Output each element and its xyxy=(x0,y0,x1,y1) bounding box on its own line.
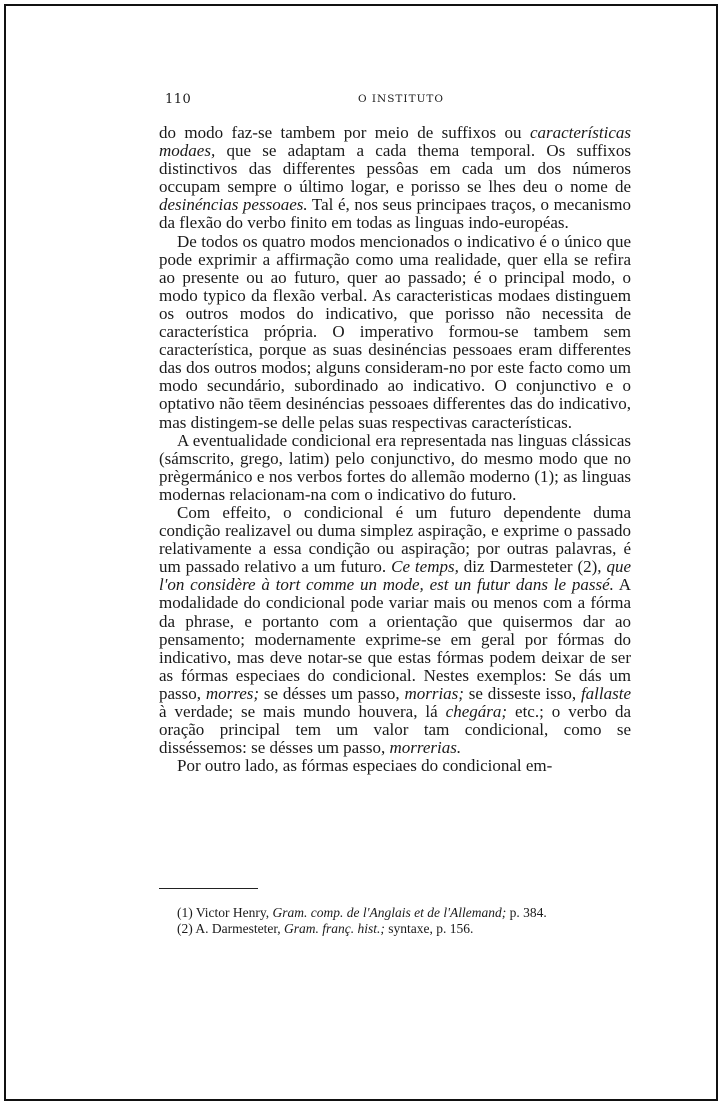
running-header xyxy=(165,92,637,112)
running-title: O INSTITUTO xyxy=(357,93,445,105)
paragraph xyxy=(159,757,631,775)
paragraph xyxy=(159,233,631,432)
footnote xyxy=(177,921,631,937)
text-run: De todos os quatro modos mencionados o indicativo é o único que pode exprimir a affirmação como uma realidade, quer ella se refira ao presente ou ao futuro, quer ao passado; é o principal modo, o modo typico da flexão verbal. As caracteristicas modaes distinguem os outros modos do indicativo, que porisso não necessita de característica própria. O imperativo formou-se tambem sem característica, porque as suas desinéncias pessoaes eram differentes das dos outros modos; alguns consideram-no por este facto como um modo secundário, subordinado ao indicativo. O conjunctivo e o optativo não tēem desinéncias pessoaes differentes das do indicativo, mas distingem-se delle pelas suas respectivas características. xyxy=(159,231,631,432)
text-run: syntaxe, p. 156. xyxy=(384,921,474,936)
italic-text: morres; xyxy=(205,683,260,703)
italic-text: morrias; xyxy=(404,683,464,703)
paragraph xyxy=(159,504,631,757)
page-number: 110 xyxy=(165,92,192,107)
text-run: se disseste isso, xyxy=(463,683,581,703)
text-run: se désses um passo, xyxy=(259,683,405,703)
italic-text: Ce temps, xyxy=(391,557,459,577)
body-text xyxy=(159,124,631,775)
text-run: A eventualidade condicional era representada nas linguas clássicas (sámscrito, grego, latim) pelo conjunctivo, do mesmo modo que no prègermánico e nos verbos fortes do allemão moderno (1); as linguas modernas relacionam-na com o indicativo do futuro. xyxy=(159,430,631,504)
paragraph xyxy=(159,432,631,504)
text-run: Tal é, nos seus principaes traços, o mecanismo da flexão do verbo finito em todas as linguas indo-européas. xyxy=(159,195,631,233)
text-run: (2) A. Darmesteter, xyxy=(177,921,285,936)
italic-text: chegára; xyxy=(445,702,508,721)
italic-text: fallaste xyxy=(580,683,631,703)
text-run: Por outro lado, as fórmas especiaes do condicional em- xyxy=(177,756,553,776)
text-run: à verdade; se mais mundo houvera, lá xyxy=(159,702,446,721)
paragraph xyxy=(159,124,631,233)
text-run: que se adaptam a cada thema temporal. Os suffixos distinctivos das differentes pessôas em cada um dos números occupam sempre o último logar, e porisso se lhes deu o nome de xyxy=(159,141,631,197)
italic-text: Gram. franç. hist.; xyxy=(284,921,385,936)
text-run: Com effeito, o condicional é um futuro dependente duma condição realizavel ou duma simplez aspiração, e exprime o passado relativamente a essa condição ou aspiração; por outras palavras, é um passado relativo a um futuro. xyxy=(159,502,631,577)
italic-text: características modaes, xyxy=(159,123,631,161)
text-run: (1) Victor Henry, xyxy=(177,905,273,920)
italic-text: que l'on considère à tort comme un mode, est un futur dans le passé. xyxy=(159,557,632,595)
italic-text: desinéncias pessoaes. xyxy=(159,195,308,215)
text-run: A modalidade do condicional pode variar mais ou menos com a fórma da phrase, e portanto com a orientação que quisermos dar ao pensamento; modernamente exprime-se em geral por fórmas do indicativo, mas deve notar-se que estas fórmas podem deixar de ser as fórmas especiaes do condicional. Nestes exemplos: Se dás um passo, xyxy=(159,575,631,703)
italic-text: Gram. comp. de l'Anglais et de l'Allemand; xyxy=(272,905,507,920)
footnote-rule xyxy=(159,888,258,889)
text-run: diz Darmesteter (2), xyxy=(458,557,607,577)
footnotes xyxy=(177,905,631,937)
text-run: p. 384. xyxy=(506,905,547,920)
footnote xyxy=(177,905,631,921)
text-run: etc.; o verbo da oração principal tem um valor tam condicional, como se disséssemos: se désses um passo, xyxy=(159,702,631,758)
text-run: do modo faz-se tambem por meio de suffixos ou xyxy=(159,123,530,142)
italic-text: morrerias. xyxy=(389,738,462,758)
